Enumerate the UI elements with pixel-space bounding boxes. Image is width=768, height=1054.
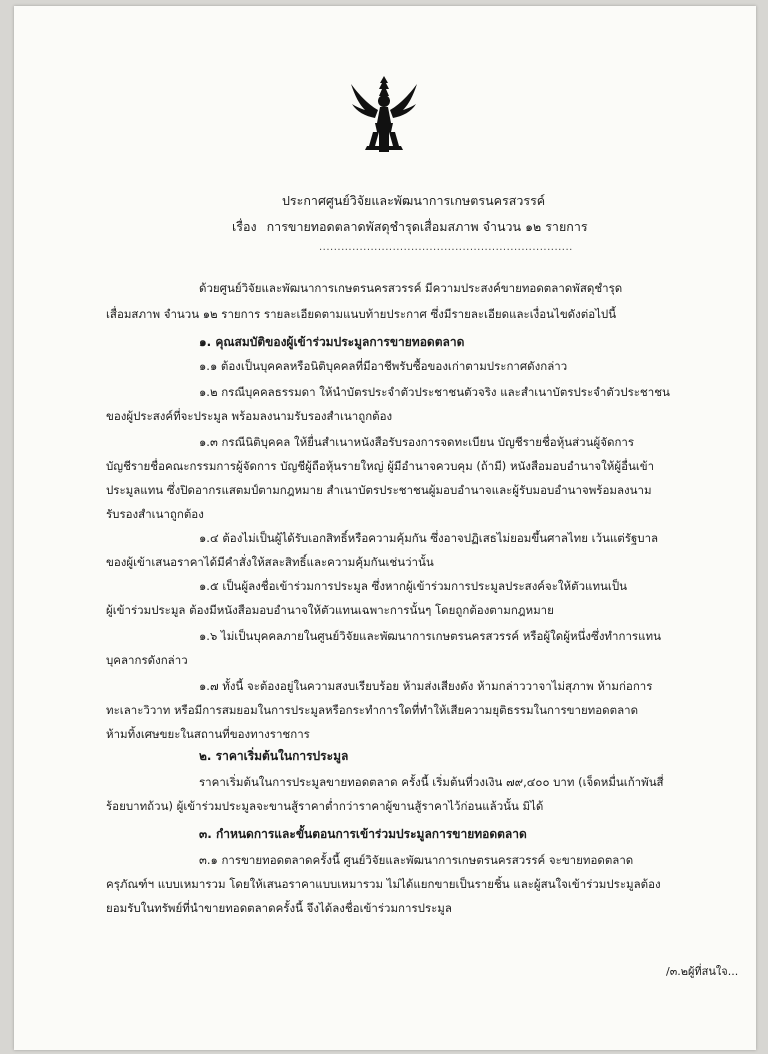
section-line: ห้ามทิ้งเศษขยะในสถานที่ของทางราชการ xyxy=(106,727,310,741)
section-line: ๑.๗ ทั้งนี้ จะต้องอยู่ในความสงบเรียบร้อย ห้ามส่งเสียงดัง ห้ามกล่าววาจาไม่สุภาพ ห้ามก่อการ xyxy=(199,679,653,693)
section-line: บุคลากรดังกล่าว xyxy=(106,653,188,667)
section-line: ของผู้ประสงค์ที่จะประมูล พร้อมลงนามรับรองสำเนาถูกต้อง xyxy=(106,409,393,423)
section-line: รับรองสำเนาถูกต้อง xyxy=(106,507,204,521)
section-line: ๑.๕ เป็นผู้ลงชื่อเข้าร่วมการประมูล ซึ่งหากผู้เข้าร่วมการประมูลประสงค์จะให้ตัวแทนเป็น xyxy=(199,579,627,593)
announcement-subject xyxy=(232,217,588,237)
announcement-title: ประกาศศูนย์วิจัยและพัฒนาการเกษตรนครสวรรค์ xyxy=(282,193,546,208)
section-line: ๑.๖ ไม่เป็นบุคคลภายในศูนย์วิจัยและพัฒนาการเกษตรนครสวรรค์ หรือผู้ใดผู้หนึ่งซึ่งทำการแทน xyxy=(199,629,661,643)
section-line: ทะเลาะวิวาท หรือมีการสมยอมในการประมูลหรือกระทำการใดที่ทำให้เสียความยุติธรรมในการขายทอดตลาด xyxy=(106,703,639,717)
section-line: ๑.๔ ต้องไม่เป็นผู้ได้รับเอกสิทธิ์หรือความคุ้มกัน ซึ่งอาจปฏิเสธไม่ยอมขึ้นศาลไทย เว้นแต่รัฐบาล xyxy=(199,531,659,545)
section-line: ร้อยบาทถ้วน) ผู้เข้าร่วมประมูลจะขานสู้ราคาต่ำกว่าราคาผู้ขานสู้ราคาไว้ก่อนแล้วนั้น มิได้ xyxy=(106,799,544,813)
header-separator: ..................................................................... xyxy=(319,242,573,253)
subject-label: เรื่อง xyxy=(232,219,257,234)
section-line: ราคาเริ่มต้นในการประมูลขายทอดตลาด ครั้งนี้ เริ่มต้นที่วงเงิน ๗๙,๔๐๐ บาท (เจ็ดหมื่นเก้าพันสี่ xyxy=(199,775,664,789)
section-line: ของผู้เข้าเสนอราคาได้มีคำสั่งให้สละสิทธิ์และความคุ้มกันเช่นว่านั้น xyxy=(106,555,434,569)
section-line: ๑.๓ กรณีนิติบุคคล ให้ยื่นสำเนาหนังสือรับรองการจดทะเบียน บัญชีรายชื่อหุ้นส่วนผู้จัดการ xyxy=(199,435,635,449)
section-heading: ๑. คุณสมบัติของผู้เข้าร่วมประมูลการขายทอดตลาด xyxy=(199,335,465,349)
subject-text: การขายทอดตลาดพัสดุชำรุดเสื่อมสภาพ จำนวน ๑๒ รายการ xyxy=(266,219,588,234)
section-heading: ๒. ราคาเริ่มต้นในการประมูล xyxy=(199,749,349,763)
section-line: บัญชีรายชื่อคณะกรรมการผู้จัดการ บัญชีผู้ถือหุ้นรายใหญ่ ผู้มีอำนาจควบคุม (ถ้ามี) หนังสือมอบอำนาจให้ผู้อื่นเข้า xyxy=(106,459,655,473)
section-heading: ๓. กำหนดการและขั้นตอนการเข้าร่วมประมูลการขายทอดตลาด xyxy=(199,827,527,841)
section-line: ประมูลแทน ซึ่งปิดอากรแสตมป์ตามกฎหมาย สำเนาบัตรประชาชนผู้มอบอำนาจและผู้รับมอบอำนาจพร้อมลงนาม xyxy=(106,483,652,497)
section-line: ๑.๒ กรณีบุคคลธรรมดา ให้นำบัตรประจำตัวประชาชนตัวจริง และสำเนาบัตรประจำตัวประชาชน xyxy=(199,385,670,399)
garuda-emblem xyxy=(349,74,419,156)
intro-line: เสื่อมสภาพ จำนวน ๑๒ รายการ รายละเอียดตามแนบท้ายประกาศ ซึ่งมีรายละเอียดและเงื่อนไขดังต่อไปนี้ xyxy=(106,307,617,321)
section-line: ผู้เข้าร่วมประมูล ต้องมีหนังสือมอบอำนาจให้ตัวแทนเฉพาะการนั้นๆ โดยถูกต้องตามกฎหมาย xyxy=(106,603,554,617)
intro-line: ด้วยศูนย์วิจัยและพัฒนาการเกษตรนครสวรรค์ มีความประสงค์ขายทอดตลาดพัสดุชำรุด xyxy=(199,281,623,295)
section-line: ครุภัณฑ์ฯ แบบเหมารวม โดยให้เสนอราคาแบบเหมารวม ไม่ได้แยกขายเป็นรายชิ้น และผู้สนใจเข้าร่วมประมูลต้อง xyxy=(106,877,661,891)
section-line: ยอมรับในทรัพย์ที่นำขายทอดตลาดครั้งนี้ จึงได้ลงชื่อเข้าร่วมการประมูล xyxy=(106,901,452,915)
document-page xyxy=(14,6,756,1050)
section-line: ๓.๑ การขายทอดตลาดครั้งนี้ ศูนย์วิจัยและพัฒนาการเกษตรนครสวรรค์ จะขายทอดตลาด xyxy=(199,853,634,867)
continuation-note: /๓.๒ผู้ที่สนใจ... xyxy=(666,965,739,978)
section-line: ๑.๑ ต้องเป็นบุคคลหรือนิติบุคคลที่มีอาชีพรับซื้อของเก่าตามประกาศดังกล่าว xyxy=(199,359,568,373)
